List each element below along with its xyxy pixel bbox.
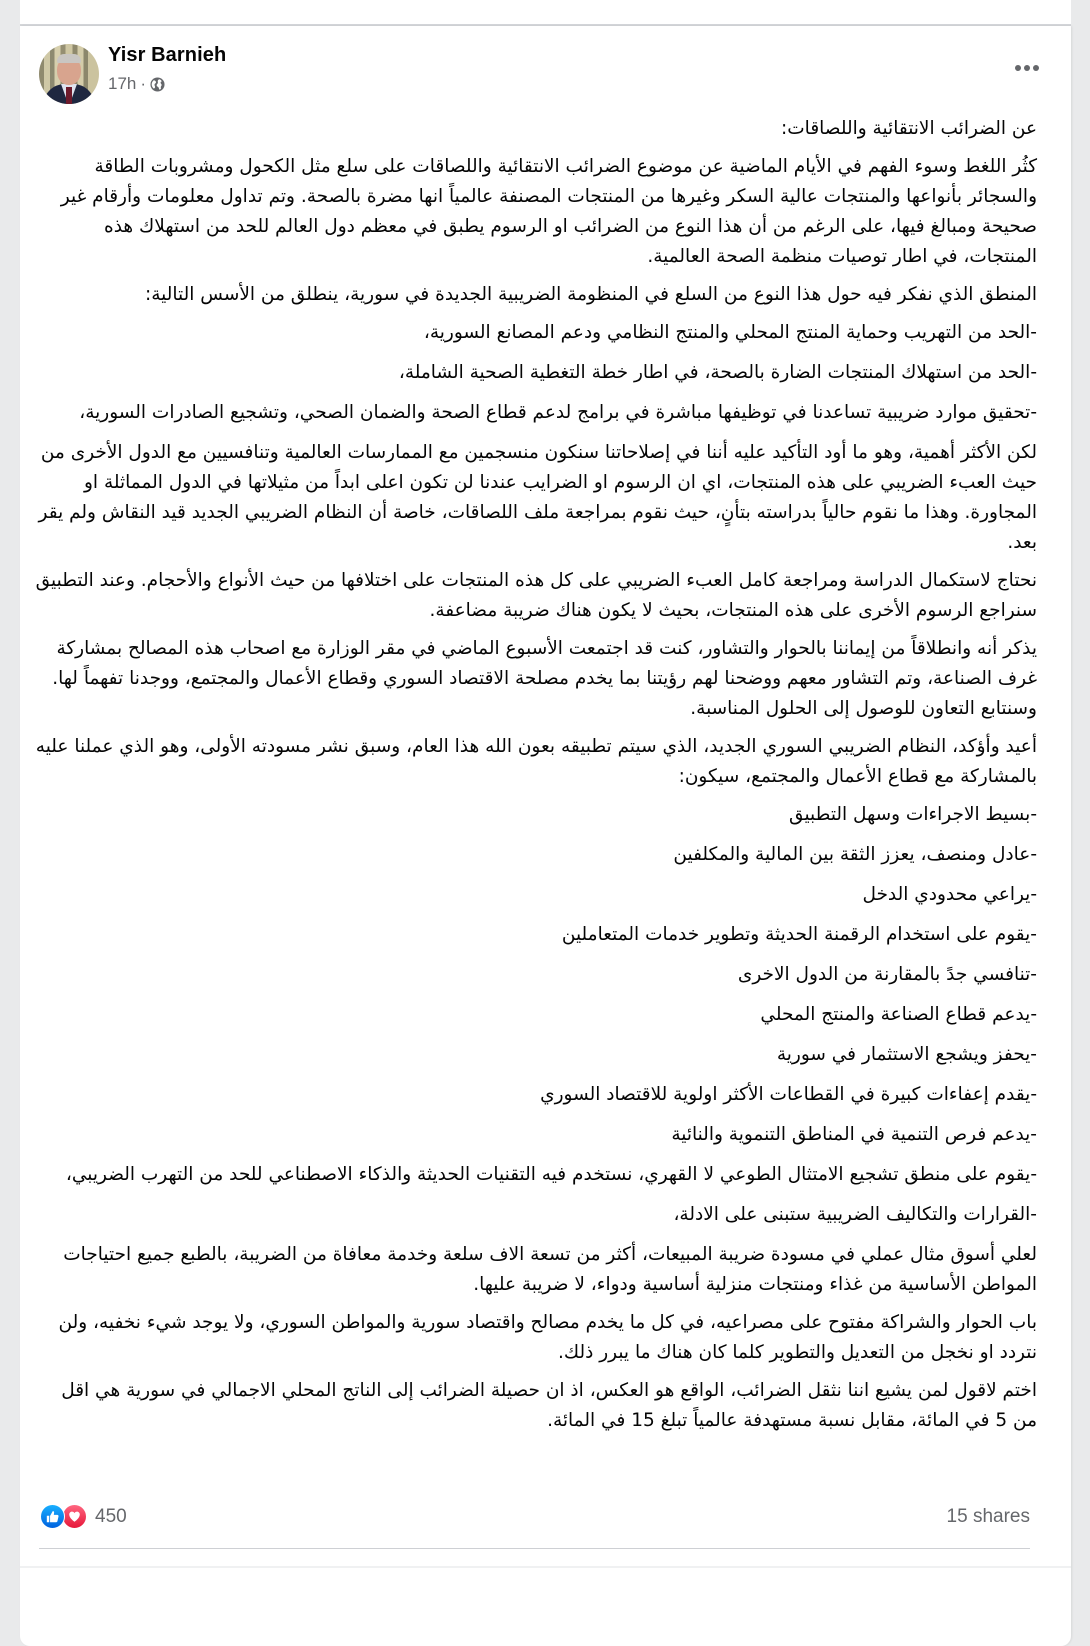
paragraph-meeting: يذكر أنه وانطلاقاً من إيماننا بالحوار والتشاور، كنت قد اجتمعت الأسبوع الماضي في مقر الوزارة مع اصحاب هذه المصالح بمشاركة غرف الصناعة، وتم التشاور معهم ووضحنا لهم رؤيتنا بما يخدم مصلحة الاقتصاد السوري وقطاع الأعمال والمجتمع، ووجدنا تفهماً لها. وسنتابع التعاون للوصول إلى الحلول المناسبة. — [52, 638, 1037, 719]
basis-item: -الحد من استهلاك المنتجات الضارة بالصحة، في اطار خطة التغطية الصحية الشاملة، — [398, 362, 1037, 383]
feature-item: -يقوم على منطق تشجيع الامتثال الطوعي لا القهري، نستخدم فيه التقنيات الحديثة والذكاء الاصطناعي للحد من التهرب الضريبي، — [65, 1164, 1037, 1185]
paragraph-logic: المنطق الذي نفكر فيه حول هذا النوع من السلع في المنظومة الضريبية الجديدة في سورية، ينطلق من الأسس التالية: — [144, 284, 1037, 305]
more-options-icon-dot — [1033, 65, 1039, 71]
paragraph-conclusion: اختم لاقول لمن يشيع اننا نثقل الضرائب، الواقع هو العكس، اذ ان حصيلة الضرائب إلى الناتج المحلي الاجمالي في سورية هي اقل من 5 في المائة، مقابل نسبة مستهدفة عالمياً تبلغ 15 في المائة. — [61, 1380, 1037, 1431]
paragraph-example: لعلي أسوق مثال عملي في مسودة ضريبة المبيعات، أكثر من تسعة الاف سلعة وخدمة معافاة من الضريبة، بالطبع جميع احتياجات المواطن الأساسية من غذاء ومنتجات منزلية أساسية ودواء، لا ضريبة عليها. — [63, 1244, 1037, 1295]
basis-item: -تحقيق موارد ضريبية تساعدنا في توظيفها مباشرة في برامج لدعم قطاع الصحة والضمان الصحي، وتشجيع الصادرات السورية، — [79, 402, 1037, 423]
post-body — [20, 114, 1071, 1436]
feature-item: -يدعم قطاع الصناعة والمنتج المحلي — [760, 1004, 1037, 1025]
more-options-icon — [1015, 65, 1021, 71]
post-meta — [108, 74, 165, 94]
post-card — [20, 26, 1071, 1646]
feature-item: -تنافسي جدً بالمقارنة من الدول الاخرى — [737, 964, 1037, 985]
like-icon — [40, 1504, 65, 1529]
feature-item: -يقوم على استخدام الرقمنة الحديثة وتطوير خدمات المتعاملين — [561, 924, 1037, 945]
globe-icon[interactable] — [150, 77, 165, 92]
post-time[interactable]: 17h — [108, 74, 137, 93]
author-name[interactable]: Yisr Barnieh — [108, 44, 227, 66]
avatar[interactable] — [39, 44, 99, 104]
paragraph-importance: لكن الأكثر أهمية، وهو ما أود التأكيد عليه أننا في إصلاحاتنا سنكون منسجمين مع الممارسات العالمية وتنافسيين مع الدول الأخرى من حيث العبء الضريبي على هذه المنتجات، اي ان الرسوم او الضرايب عندنا لن تكون اعلى ابداً من مثيلاتها في الدول المماثلة او المجاورة. وهذا ما نقوم حالياً بدراسته بتأنٍ، حيث نقوم بمراجعة ملف اللصاقات، خاصة أن النظام الضريبي الجديد قيد النقاش ولم يقر بعد. — [38, 442, 1037, 553]
post-header — [20, 26, 1071, 108]
meta-separator: · — [140, 74, 147, 93]
more-options-button[interactable] — [1009, 56, 1045, 80]
footer-divider — [39, 1548, 1030, 1549]
feature-item: -يدعم فرص التنمية في المناطق التنموية والنائية — [671, 1124, 1037, 1145]
previous-post-card — [20, 0, 1071, 26]
reactions-summary[interactable] — [40, 1504, 127, 1529]
action-bar-separator — [20, 1566, 1071, 1568]
basis-item: -الحد من التهريب وحماية المنتج المحلي والمنتج النظامي ودعم المصانع السورية، — [423, 322, 1037, 343]
feature-item: -يقدم إعفاءات كبيرة في القطاعات الأكثر اولوية للاقتصاد السوري — [540, 1084, 1037, 1105]
post-title-line: عن الضرائب الانتقائية واللصاقات: — [781, 118, 1037, 139]
love-icon — [62, 1504, 87, 1529]
reaction-count: 450 — [95, 1505, 127, 1527]
feature-item: -القرارات والتكاليف الضريبية ستبنى على الادلة، — [673, 1204, 1037, 1225]
paragraph-dialogue: باب الحوار والشراكة مفتوح على مصراعيه، في كل ما يخدم مصالح واقتصاد سورية والمواطن السوري، ولا يوجد شيء نخفيه، ولن نتردد او نخجل من التعديل والتطوير كلما كان هناك ما يبرر ذلك. — [58, 1312, 1037, 1363]
paragraph-new-system: أعيد وأؤكد، النظام الضريبي السوري الجديد، الذي سيتم تطبيقه بعون الله هذا العام، وسبق نشر مسودته الأولى، وهو الذي عملنا عليه بالمشاركة مع قطاع الأعمال والمجتمع، سيكون: — [35, 736, 1037, 787]
feature-item: -بسيط الاجراءات وسهل التطبيق — [789, 804, 1037, 825]
paragraph-study: نحتاج لاستكمال الدراسة ومراجعة كامل العبء الضريبي على كل هذه المنتجات على اختلافها من حيث الأنواع والأحجام. وعند التطبيق سنراجع الرسوم الأخرى على هذه المنتجات، بحيث لا يكون هناك ضريبة مضاعفة. — [35, 570, 1037, 621]
avatar-tie — [66, 87, 72, 104]
feature-item: -يحفز ويشجع الاستثمار في سورية — [776, 1044, 1037, 1065]
post-footer — [20, 1494, 1071, 1538]
shares-count[interactable]: 15 shares — [946, 1506, 1030, 1527]
feature-item: -يراعي محدودي الدخل — [862, 884, 1037, 905]
feature-item: -عادل ومنصف، يعزز الثقة بين المالية والمكلفين — [673, 844, 1037, 865]
more-options-icon-dot — [1024, 65, 1030, 71]
avatar-hair — [57, 54, 81, 63]
paragraph-intro: كثُر اللغط وسوء الفهم في الأيام الماضية عن موضوع الضرائب الانتقائية واللصاقات على سلع مثل الكحول ومشروبات الطاقة والسجائر بأنواعها والمنتجات عالية السكر وغيرها من المنتجات المصنفة عالمياً انها مضرة بالصحة. وتم تداول معلومات وأرقام غير صحيحة ومبالغ فيها، على الرغم من أن هذا النوع من الضرائب او الرسوم يطبق في معظم دول العالم للحد من استهلاك هذه المنتجات، في اطار توصيات منظمة الصحة العالمية. — [60, 156, 1037, 267]
